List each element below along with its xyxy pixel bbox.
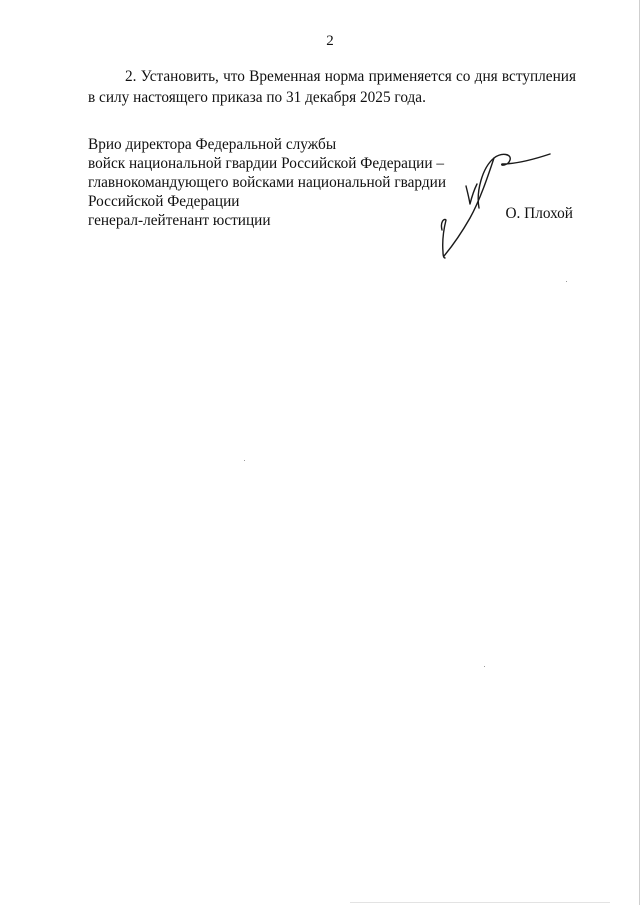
paragraph-line: в силу настоящего приказа по 31 декабря 2025 года. [88,89,426,106]
handwritten-signature [432,148,562,260]
body-paragraph [88,66,576,108]
page-number: 2 [326,33,334,49]
scan-speck [484,666,485,667]
paragraph-line: 2. Установить, что Временная норма применяется со дня вступления [125,68,576,85]
signatory-title-line: генерал-лейтенант юстиции [88,212,271,229]
scan-edge-line [350,902,610,903]
signatory-title-line: главнокомандующего войсками национальной гвардии [88,174,447,191]
signer-name: О. Плохой [505,205,573,222]
signatory-title-line: Врио директора Федеральной службы [88,136,337,153]
signatory-title-line: войск национальной гвардии Российской Федерации – [88,155,444,172]
signatory-title-line: Российской Федерации [88,193,240,210]
scan-speck [244,460,245,461]
scan-speck [566,281,567,282]
signatory-title [88,135,446,230]
